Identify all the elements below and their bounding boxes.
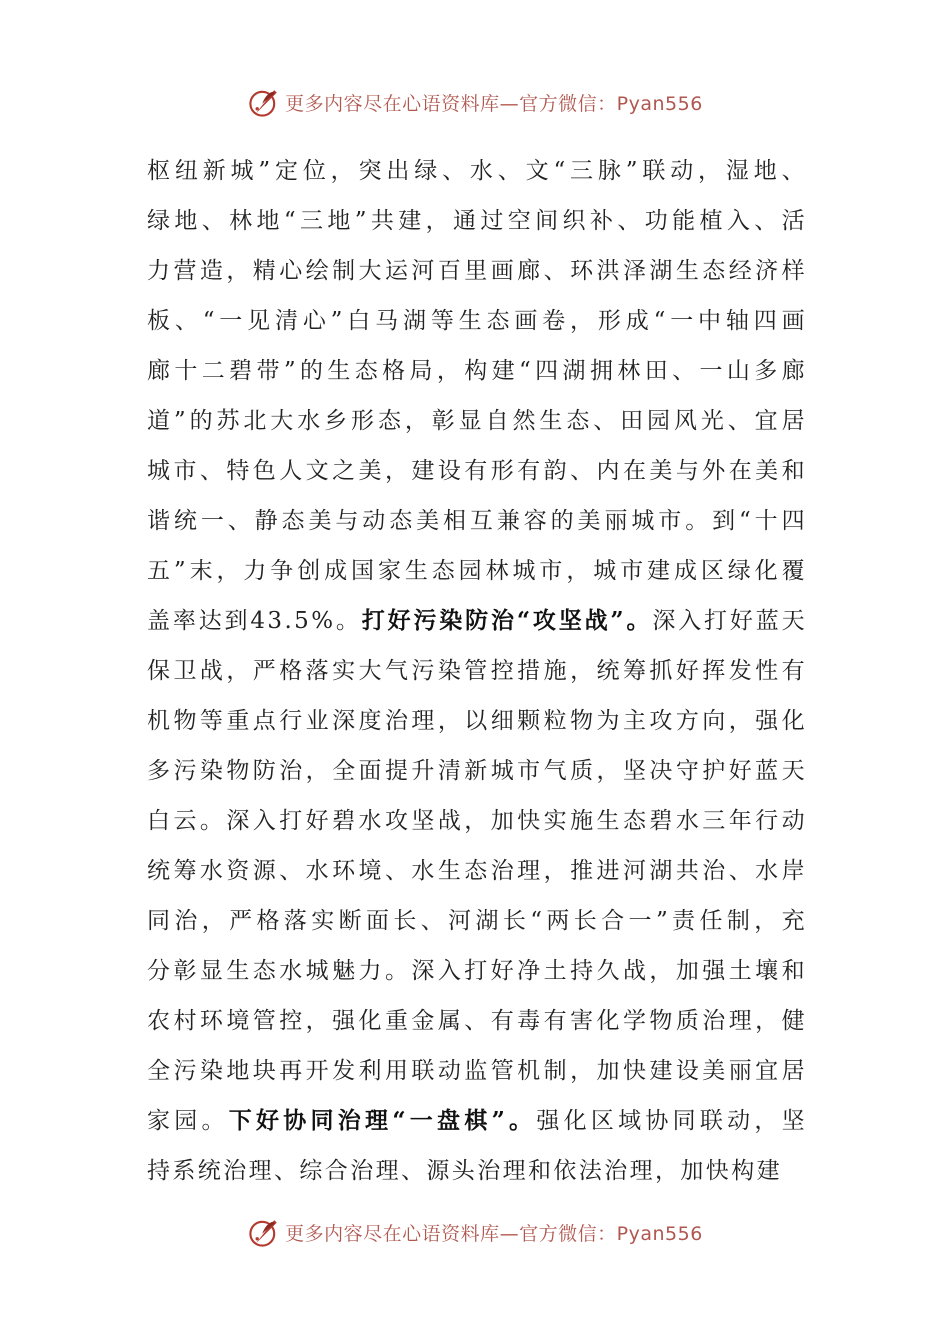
text-line (147, 146, 807, 196)
text-line (147, 796, 807, 846)
document-body (147, 146, 807, 1196)
text-segment: 持系统治理、综合治理、源头治理和依法治理，加快构建 (147, 1158, 782, 1184)
footer-banner (0, 1212, 950, 1252)
text-segment: 力营造，精心绘制大运河百里画廊、环洪泽湖生态经济样 (147, 258, 807, 284)
text-segment: 道”的苏北大水乡形态，彰显自然生态、田园风光、宜居 (147, 408, 807, 434)
text-line (147, 1046, 807, 1096)
text-line (147, 646, 807, 696)
text-line (147, 546, 807, 596)
quill-pen-circle-icon (247, 1215, 281, 1249)
text-line (147, 746, 807, 796)
text-line (147, 1096, 807, 1146)
text-segment: 廊十二碧带”的生态格局，构建“四湖拥林田、一山多廊 (147, 358, 807, 384)
text-segment: 家园。 (147, 1108, 229, 1134)
text-line (147, 296, 807, 346)
text-segment: 城市、特色人文之美，建设有形有韵、内在美与外在美和 (147, 458, 807, 484)
text-segment: 保卫战，严格落实大气污染管控措施，统筹抓好挥发性有 (147, 658, 807, 684)
text-line (147, 846, 807, 896)
text-segment: 五”末，力争创成国家生态园林城市，城市建成区绿化覆 (147, 558, 807, 584)
text-line (147, 196, 807, 246)
text-line (147, 246, 807, 296)
text-segment: 机物等重点行业深度治理，以细颗粒物为主攻方向，强化 (147, 708, 807, 734)
text-segment: 绿地、林地“三地”共建，通过空间织补、功能植入、活 (147, 208, 807, 234)
text-line (147, 996, 807, 1046)
header-banner (0, 82, 950, 122)
text-line (147, 1146, 807, 1196)
text-segment: 全污染地块再开发利用联动监管机制，加快建设美丽宜居 (147, 1058, 807, 1084)
text-segment: 统筹水资源、水环境、水生态治理，推进河湖共治、水岸 (147, 858, 807, 884)
text-line (147, 896, 807, 946)
text-line (147, 496, 807, 546)
text-line (147, 946, 807, 996)
text-segment: 同治，严格落实断面长、河湖长“两长合一”责任制，充 (147, 908, 807, 934)
quill-pen-circle-icon (247, 85, 281, 119)
text-segment: 谐统一、静态美与动态美相互兼容的美丽城市。到“十四 (147, 508, 807, 534)
text-line (147, 446, 807, 496)
text-segment: 强化区域协同联动，坚 (536, 1108, 808, 1134)
text-line (147, 596, 807, 646)
text-segment: 深入打好蓝天 (652, 608, 807, 634)
text-segment: 板、“一见清心”白马湖等生态画卷，形成“一中轴四画 (147, 308, 807, 334)
bold-heading-segment: 打好污染防治“攻坚战”。 (361, 607, 653, 634)
text-segment: 农村环境管控，强化重金属、有毒有害化学物质治理，健 (147, 1008, 807, 1034)
footer-banner-text: 更多内容尽在心语资料库—官方微信：Pyan556 (285, 1222, 703, 1245)
text-segment: 分彰显生态水城魅力。深入打好净土持久战，加强土壤和 (147, 958, 807, 984)
text-segment: 白云。深入打好碧水攻坚战，加快实施生态碧水三年行动 (147, 808, 807, 834)
text-segment: 枢纽新城”定位，突出绿、水、文“三脉”联动，湿地、 (147, 158, 807, 184)
bold-heading-segment: 下好协同治理“一盘棋”。 (228, 1107, 537, 1134)
text-line (147, 346, 807, 396)
text-segment: 多污染物防治，全面提升清新城市气质，坚决守护好蓝天 (147, 758, 807, 784)
text-line (147, 696, 807, 746)
header-banner-text: 更多内容尽在心语资料库—官方微信：Pyan556 (285, 92, 703, 115)
text-segment: 盖率达到43.5%。 (147, 608, 362, 634)
text-line (147, 396, 807, 446)
